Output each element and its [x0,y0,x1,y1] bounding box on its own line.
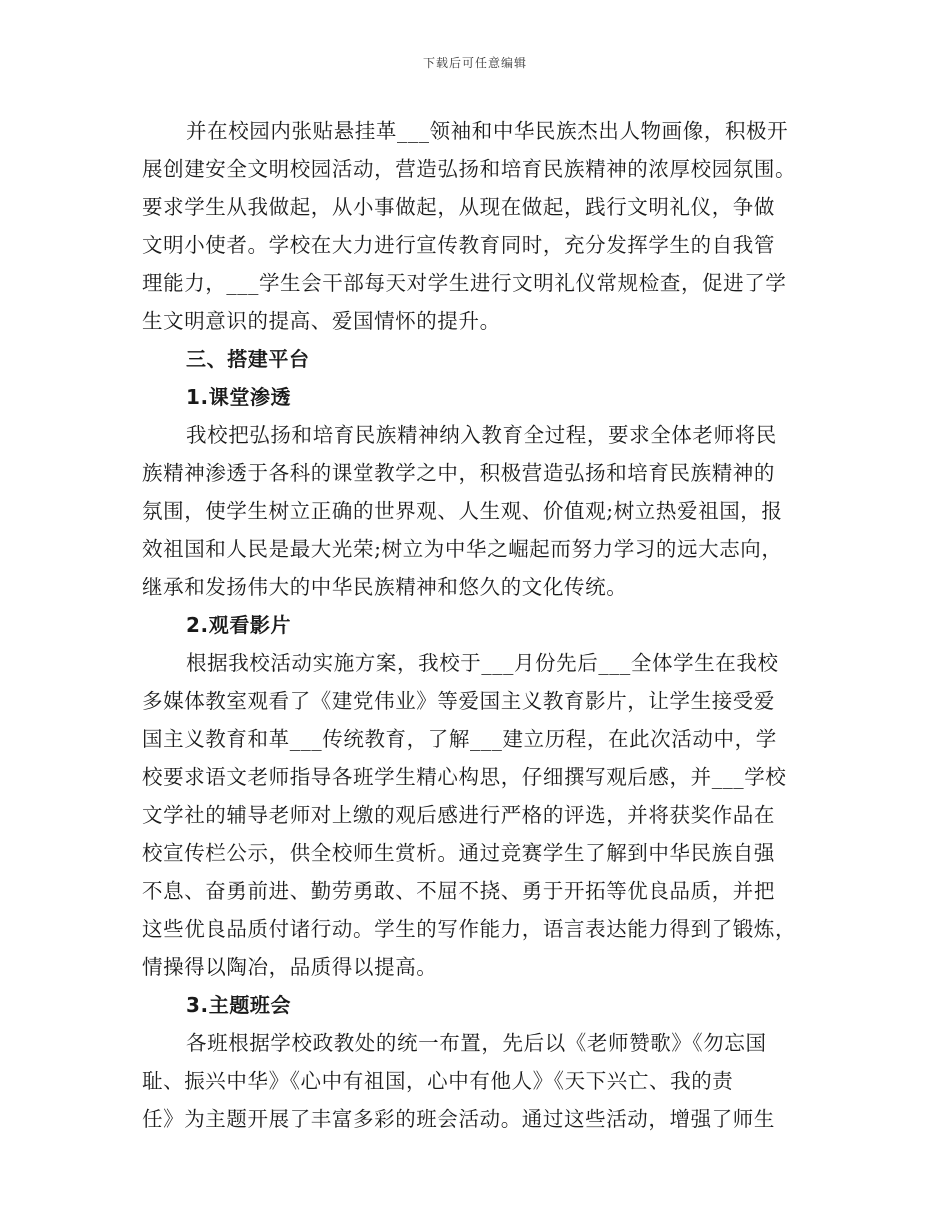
paragraph-line: 各班根据学校政教处的统一布置，先后以《老师赞歌》《勿忘国 [186,1031,767,1055]
paragraph-line: 情操得以陶冶，品质得以提高。 [142,955,438,979]
paragraph-line: 根据我校活动实施方案，我校于___月份先后___全体学生在我校 [186,651,779,675]
paragraph-line: 任》为主题开展了丰富多彩的班会活动。通过这些活动，增强了师生 [142,1107,775,1131]
paragraph-line: 生文明意识的提高、爱国情怀的提升。 [142,309,501,333]
subsection-heading: 3.主题班会 [186,993,292,1017]
paragraph-line: 我校把弘扬和培育民族精神纳入教育全过程，要求全体老师将民 [186,423,777,447]
paragraph-line: 耻、振兴中华》《心中有祖国，心中有他人》《天下兴亡、我的责 [142,1069,734,1093]
paragraph-line: 校宣传栏公示，供全校师生赏析。通过竞赛学生了解到中华民族自强 [142,841,775,865]
paragraph-line: 继承和发扬伟大的中华民族精神和悠久的文化传统。 [142,575,628,599]
page-header: 下载后可任意编辑 [422,56,527,70]
paragraph-line: 国主义教育和革___传统教育，了解___建立历程，在此次活动中，学 [142,727,777,751]
paragraph-line: 这些优良品质付诸行动。学生的写作能力，语言表达能力得到了锻炼， [142,917,797,941]
paragraph-line: 族精神渗透于各科的课堂教学之中，积极营造弘扬和培育民族精神的 [142,461,775,485]
paragraph-line: 校要求语文老师指导各班学生精心构思，仔细撰写观后感，并___学校 [142,765,787,789]
subsection-heading: 2.观看影片 [186,613,292,637]
paragraph-line: 要求学生从我做起，从小事做起，从现在做起，践行文明礼仪，争做 [142,195,775,219]
paragraph-line: 效祖国和人民是最大光荣;树立为中华之崛起而努力学习的远大志向， [142,537,783,561]
paragraph-line: 文学社的辅导老师对上缴的观后感进行严格的评选，并将获奖作品在 [142,803,775,827]
paragraph-line: 氛围，使学生树立正确的世界观、人生观、价值观;树立热爱祖国，报 [142,499,783,523]
paragraph-line: 文明小使者。学校在大力进行宣传教育同时，充分发挥学生的自我管 [142,233,775,257]
paragraph-line: 多媒体教室观看了《建党伟业》等爱国主义教育影片，让学生接受爱 [142,689,775,713]
document-body [142,112,812,1138]
paragraph-line: 展创建安全文明校园活动，营造弘扬和培育民族精神的浓厚校园氛围。 [142,157,797,181]
paragraph-line: 理能力，___学生会干部每天对学生进行文明礼仪常规检查，促进了学 [142,271,787,295]
paragraph-line: 不息、奋勇前进、勤劳勇敢、不屈不挠、勇于开拓等优良品质，并把 [142,879,775,903]
section-heading: 三、搭建平台 [186,347,310,371]
paragraph-line: 并在校园内张贴悬挂革___领袖和中华民族杰出人物画像，积极开 [186,119,789,143]
subsection-heading: 1.课堂渗透 [186,385,292,409]
